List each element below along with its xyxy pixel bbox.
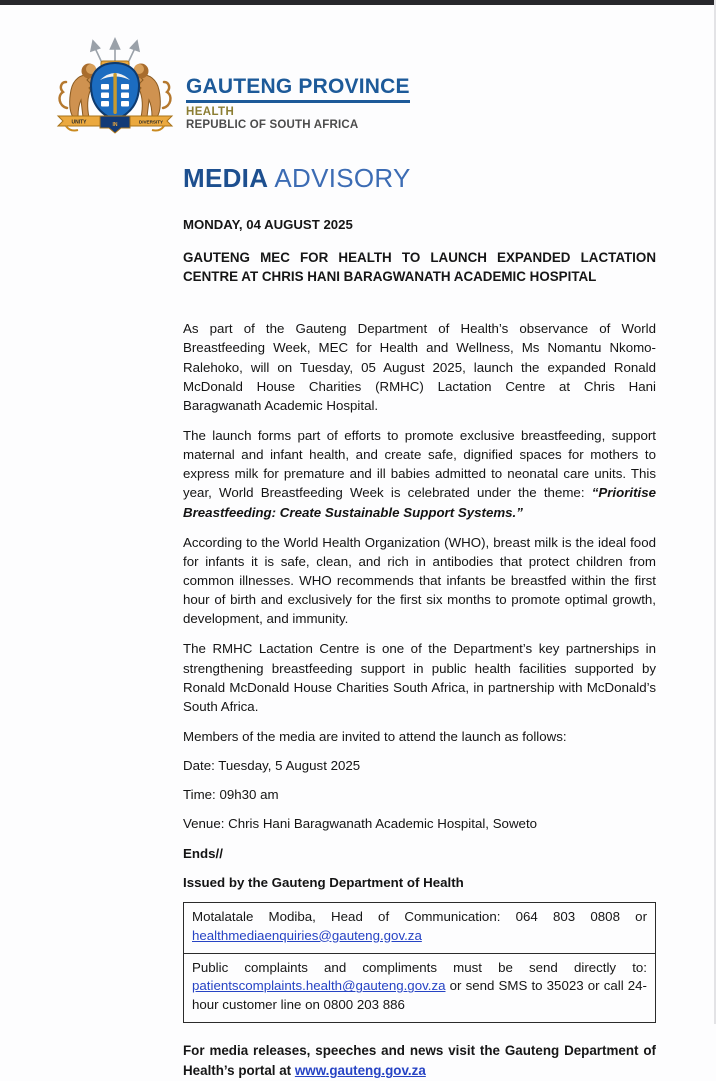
release-date: MONDAY, 04 AUGUST 2025 <box>183 217 353 232</box>
ends-marker: Ends// <box>183 845 223 861</box>
title-media: MEDIA <box>183 163 269 193</box>
event-venue-line: Venue: Chris Hani Baragwanath Academic Hospital, Soweto <box>183 816 538 832</box>
media-invite-line: Members of the media are invited to attend the launch as follows: <box>183 728 567 744</box>
complaints-tail-text: or send SMS to 35023 or call 24-hour customer line on 0800 203 886 <box>192 978 647 1013</box>
media-contact-row <box>184 903 655 953</box>
media-contact-text: Motalatale Modiba, Head of Communication: 064 803 0808 or <box>192 908 647 924</box>
motto-diversity: DIVERSITY <box>138 119 164 125</box>
coat-of-arms-icon <box>52 36 178 138</box>
portal-note <box>183 1041 656 1081</box>
paragraph-1: As part of the Gauteng Department of Health’s observance of World Breastfeeding Week, MEC for Health and Wellness, Ms Nomantu Nkomo-Ralehoko, will on Tuesday, 05 August 2025, launch the expanded Ronald McDonald House Charities (RMHC) Lactation Centre at Chris Hani Baragwanath Academic Hospital. <box>183 321 656 413</box>
event-time-line: Time: 09h30 am <box>183 787 279 803</box>
headline: GAUTENG MEC FOR HEALTH TO LAUNCH EXPANDED LACTATION CENTRE AT CHRIS HANI BARAGWANATH ACADEMIC HOSPITAL <box>183 250 656 285</box>
department-name: HEALTH <box>186 106 235 119</box>
contact-info-box <box>183 902 656 1023</box>
paragraph-4: The RMHC Lactation Centre is one of the Department’s key partnerships in strengthening breastfeeding support in public health facilities supported by Ronald McDonald House Charities South Africa, in partnership with McDonald’s South Africa. <box>183 641 656 714</box>
province-name: GAUTENG PROVINCE <box>186 76 410 103</box>
motto-unity: UNITY <box>71 119 87 126</box>
issued-by-line: Issued by the Gauteng Department of Health <box>183 874 464 890</box>
portal-note-text: For media releases, speeches and news visit the Gauteng Department of Health’s portal at <box>183 1043 656 1079</box>
pick-handle <box>113 73 116 114</box>
complaints-text: Public complaints and compliments must be send directly to: <box>192 959 647 975</box>
document-body <box>183 163 656 1081</box>
logo-wordmark <box>186 76 410 131</box>
page-top-edge <box>0 0 716 5</box>
title-advisory: ADVISORY <box>268 163 411 193</box>
gauteng-portal-link[interactable]: www.gauteng.gov.za <box>294 1063 426 1079</box>
event-date-line: Date: Tuesday, 5 August 2025 <box>183 758 361 774</box>
patients-complaints-email-link[interactable]: patientscomplaints.health@gauteng.gov.za <box>192 978 446 994</box>
paragraph-2-text: The launch forms part of efforts to promote exclusive breastfeeding, support maternal and infant health, and create safe, dignified spaces for mothers to express milk for premature and ill babies admitted to neonatal care units. This year, World Breastfeeding Week is celebrated under the theme: <box>183 428 656 501</box>
breastfeeding-week-theme: “Prioritise Breastfeeding: Create Sustainable Support Systems.” <box>183 485 656 520</box>
country-name: REPUBLIC OF SOUTH AFRICA <box>186 119 359 132</box>
page-title <box>183 163 656 194</box>
paragraph-2 <box>183 426 656 522</box>
paragraph-3: According to the World Health Organization (WHO), breast milk is the ideal food for infants it is safe, clean, and rich in antibodies that protect children from common illnesses. WHO recommends that infants be breastfed within the first hour of birth and exclusively for the first six months to promote optimal growth, development, and immunity. <box>183 534 656 627</box>
gauteng-health-logo <box>52 36 410 138</box>
complaints-row <box>184 953 655 1023</box>
media-enquiries-email-link[interactable]: healthmediaenquiries@gauteng.gov.za <box>192 927 422 943</box>
motto-banner <box>58 116 172 133</box>
motto-in: IN <box>112 122 118 128</box>
